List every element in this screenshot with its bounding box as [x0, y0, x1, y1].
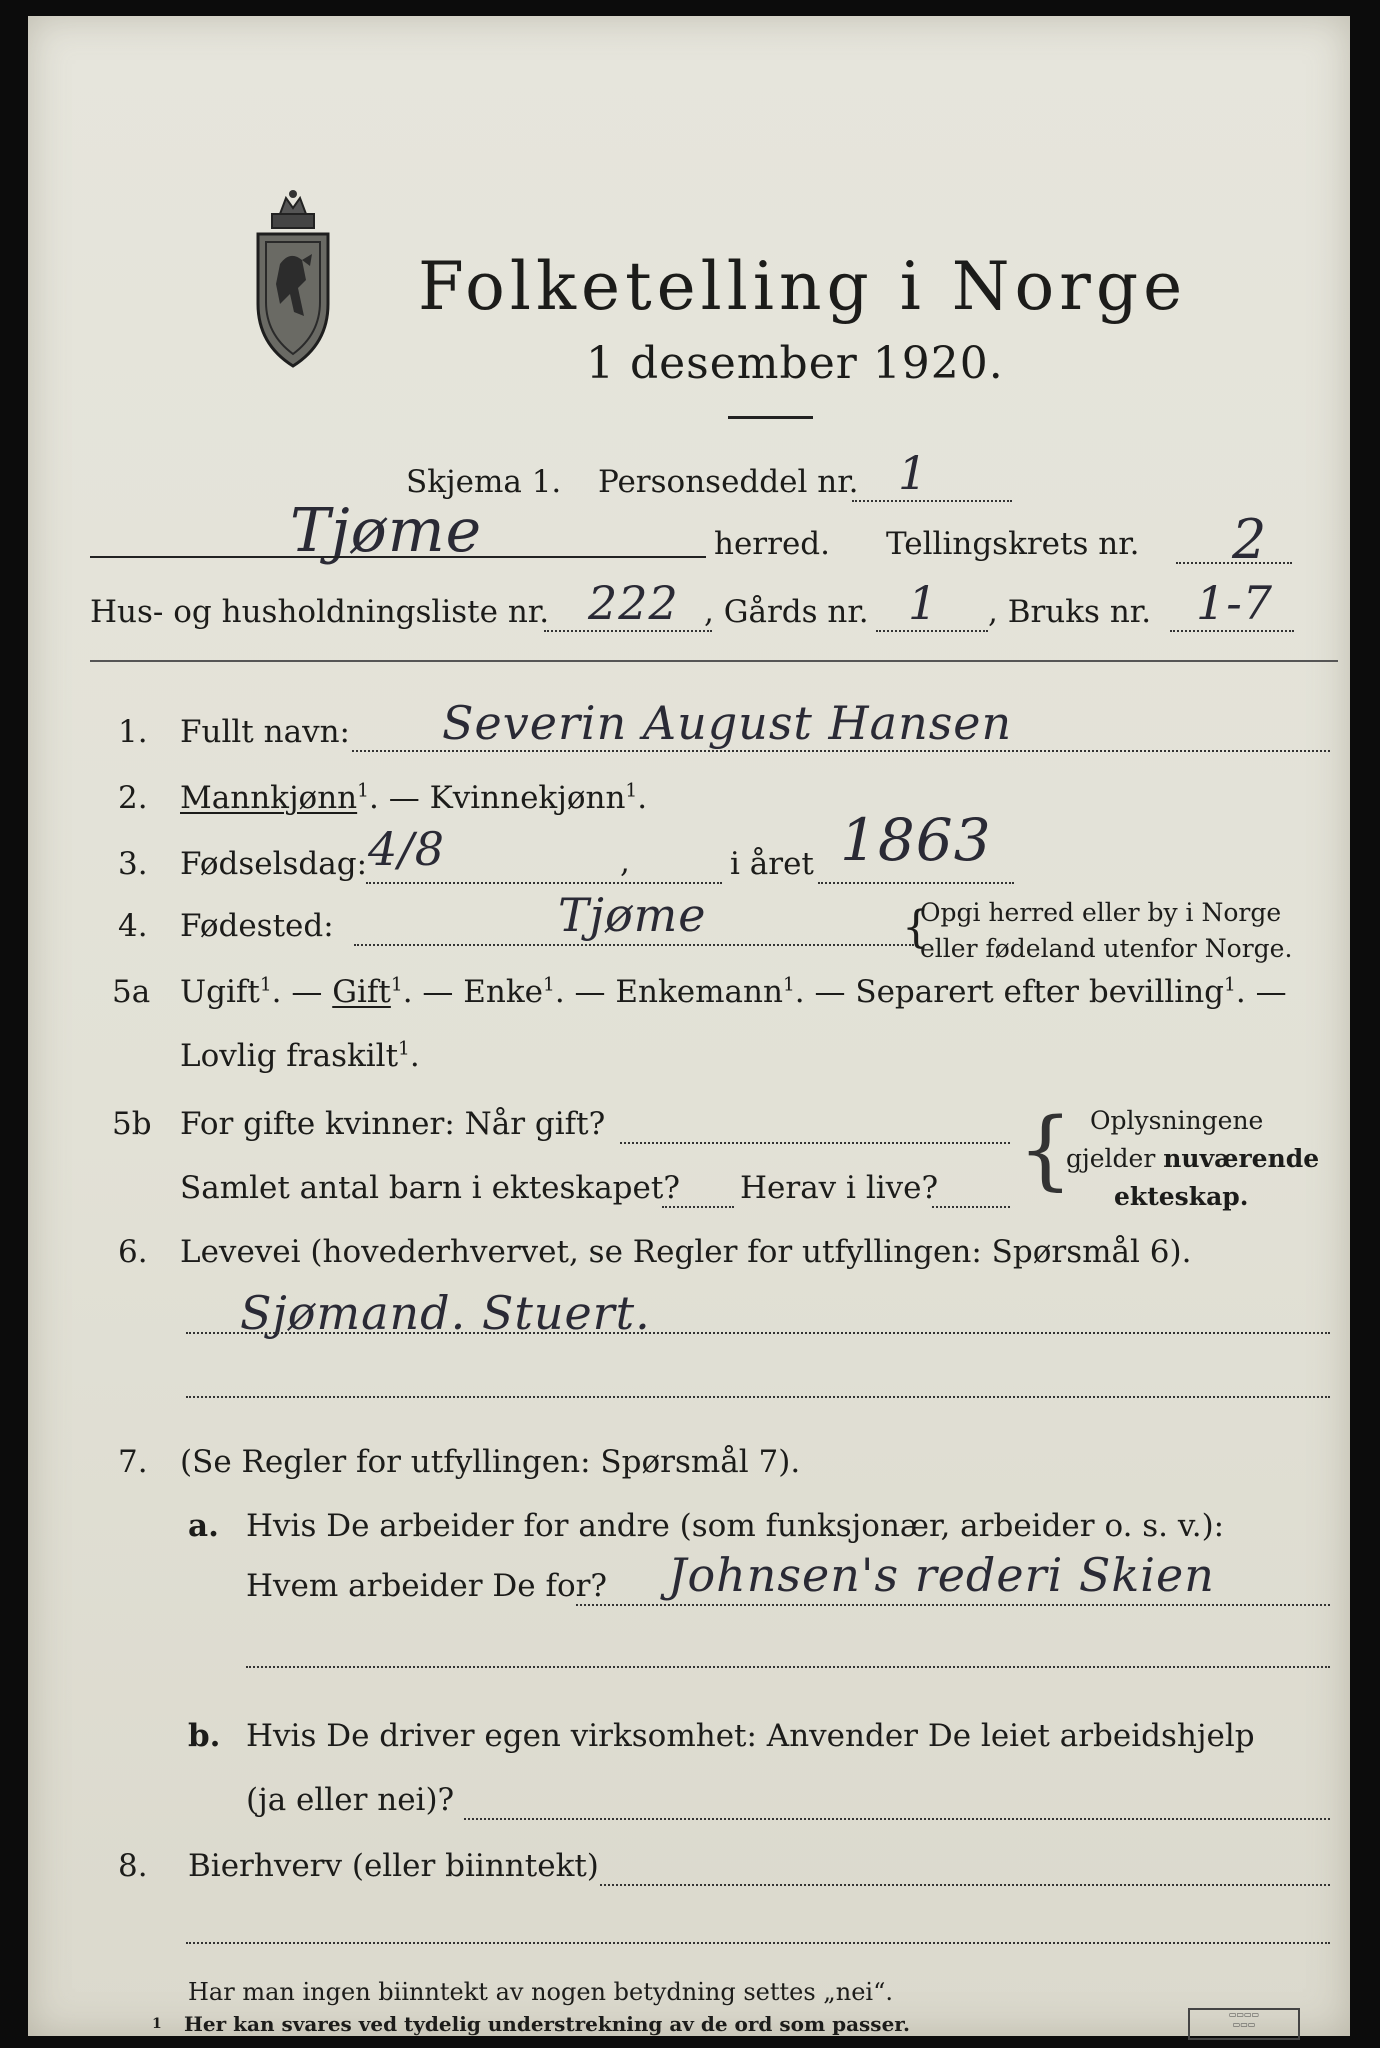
q2-sex-options: Mannkjønn$^1$. — Kvinnekjønn$^1$. — [180, 780, 648, 816]
q3-year-line — [818, 882, 1014, 884]
header-separator — [90, 660, 1338, 662]
q5a-fraskilt: Lovlig fraskilt — [180, 1038, 399, 1074]
personseddel-label: Personseddel nr. — [598, 464, 859, 500]
q8-label: Bierhverv (eller biinntekt) — [188, 1848, 599, 1884]
q7a-value: Johnsen's rederi Skien — [668, 1548, 1215, 1602]
q4-label: Fødested: — [180, 908, 334, 944]
q5a-enke: Enke — [463, 974, 543, 1010]
q5b-number: 5b — [112, 1106, 152, 1142]
q7-number: 7. — [118, 1444, 148, 1480]
q3-year-value: 1863 — [840, 806, 992, 874]
q3-day-line — [366, 882, 722, 884]
q5b-label-1: For gifte kvinner: Når gift? — [180, 1106, 606, 1142]
q6-number: 6. — [118, 1234, 148, 1270]
q6-label: Levevei (hovederhvervet, se Regler for utfyllingen: Spørsmål 6). — [180, 1234, 1192, 1270]
form-title: Folketelling i Norge — [418, 248, 1188, 325]
personseddel-line — [852, 500, 1012, 502]
q5a-marital-options: Ugift$^1$. — Gift$^1$. — Enke$^1$. — Enkemann$^1$. — Separert efter bevilling$^1$. — — [180, 974, 1287, 1010]
q5a-enkemann: Enkemann — [615, 974, 783, 1010]
gards-value: 1 — [908, 576, 939, 630]
tellingskrets-value: 2 — [1232, 508, 1268, 571]
footnote-text: Her kan svares ved tydelig understrekning av de ord som passer. — [184, 2012, 910, 2036]
q5b-brace: { — [1018, 1100, 1073, 1200]
title-rule — [728, 416, 813, 419]
q7a-letter: a. — [188, 1508, 219, 1544]
q4-note-1: Opgi herred eller by i Norge — [920, 898, 1282, 927]
q2-separator: . — — [369, 780, 430, 816]
q7a-question: Hvem arbeider De for? — [246, 1568, 608, 1604]
q5a-separert: Separert efter bevilling — [855, 974, 1225, 1010]
q1-number: 1. — [118, 714, 148, 750]
q6-value: Sjømand. Stuert. — [240, 1286, 651, 1340]
q5a-end: . — — [1235, 974, 1287, 1010]
q5b-note-2a: gjelder — [1066, 1144, 1156, 1173]
q7a-text: Hvis De arbeider for andre (som funksjonær, arbeider o. s. v.): — [246, 1508, 1225, 1544]
q2-mann: Mannkjønn — [180, 780, 358, 816]
q2-number: 2. — [118, 780, 148, 816]
census-form — [28, 16, 1350, 2036]
q8-number: 8. — [118, 1848, 148, 1884]
q7b-text: Hvis De driver egen virksomhet: Anvender De leiet arbeidshjelp — [246, 1718, 1255, 1754]
q5a-dash-2: . — — [402, 974, 464, 1010]
bruks-label: , Bruks nr. — [988, 594, 1152, 630]
q1-value: Severin August Hansen — [442, 696, 1013, 750]
bruks-value: 1-7 — [1196, 576, 1274, 630]
q3-comma: , — [620, 844, 630, 880]
q5a-gift: Gift — [332, 974, 391, 1010]
herred-label: herred. — [714, 526, 830, 562]
gards-label: , Gårds nr. — [704, 594, 869, 630]
q5a-dash-3: . — — [554, 974, 616, 1010]
printer-stamp: ▭▭▭▭ ▭▭▭ — [1188, 2008, 1300, 2040]
q4-value: Tjøme — [558, 888, 707, 942]
q5b-note-2b: nuværende — [1163, 1144, 1320, 1173]
q4-line — [354, 944, 914, 946]
husliste-line — [544, 630, 712, 632]
q2-end: . — [637, 780, 648, 816]
q6-line-1 — [186, 1332, 1330, 1334]
q5b-line-3 — [932, 1206, 1010, 1208]
q5b-label-2: Samlet antal barn i ekteskapet? — [180, 1170, 680, 1206]
q7a-line-2 — [246, 1666, 1330, 1668]
q3-label: Fødselsdag: — [180, 846, 368, 882]
q8-line-1 — [600, 1884, 1330, 1886]
q7b-line — [464, 1818, 1330, 1820]
q5a-dash-1: . — — [271, 974, 333, 1010]
q5b-label-3: Herav i live? — [740, 1170, 939, 1206]
personseddel-value: 1 — [898, 446, 929, 500]
q4-brace: { — [902, 902, 930, 953]
q7a-line — [576, 1604, 1330, 1606]
q5a-dash-4: . — — [794, 974, 856, 1010]
herred-line — [90, 556, 706, 558]
q3-day-value: 4/8 — [368, 822, 446, 876]
q6-line-2 — [186, 1396, 1330, 1398]
q5b-note-2 — [1066, 1144, 1319, 1173]
q5a-fraskilt-line: Lovlig fraskilt$^1$. — [180, 1038, 420, 1074]
q5a-number: 5a — [112, 974, 151, 1010]
q1-line — [352, 750, 1330, 752]
q2-kvinne: Kvinnekjønn — [429, 780, 626, 816]
q5b-note-1: Oplysningene — [1090, 1106, 1264, 1135]
q5b-line-2 — [662, 1206, 734, 1208]
herred-value: Tjøme — [290, 496, 483, 566]
census-date: 1 desember 1920. — [586, 338, 1004, 389]
tellingskrets-label: Tellingskrets nr. — [886, 526, 1140, 562]
q7-label: (Se Regler for utfyllingen: Spørsmål 7). — [180, 1444, 801, 1480]
husliste-value: 222 — [588, 576, 679, 630]
q5b-note-3: ekteskap. — [1114, 1182, 1249, 1211]
q4-number: 4. — [118, 908, 148, 944]
gards-line — [876, 630, 988, 632]
q5a-ugift: Ugift — [180, 974, 260, 1010]
coat-of-arms-icon — [250, 184, 336, 370]
q7b-question: (ja eller nei)? — [246, 1782, 455, 1818]
skjema-label: Skjema 1. — [406, 464, 562, 500]
biinntekt-note: Har man ingen biinntekt av nogen betydning settes „nei“. — [188, 1978, 893, 2006]
husliste-label: Hus- og husholdningsliste nr. — [90, 594, 550, 630]
q3-year-label: i året — [730, 846, 814, 882]
q8-line-2 — [186, 1942, 1330, 1944]
q3-number: 3. — [118, 846, 148, 882]
q1-label: Fullt navn: — [180, 714, 350, 750]
bruks-line — [1170, 630, 1294, 632]
footnote-mark: 1 — [152, 2016, 162, 2032]
q4-note-2: eller fødeland utenfor Norge. — [920, 934, 1293, 963]
q5b-line-1 — [620, 1142, 1010, 1144]
q7b-letter: b. — [188, 1718, 221, 1754]
